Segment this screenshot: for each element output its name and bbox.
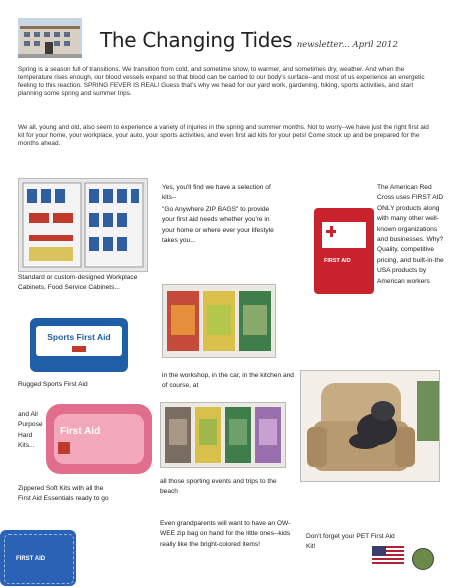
- zip-bags-text: "Go Anywhere ZIP BAGS" to provide your first aid needs whether you're in your home or where ever your lifestyle takes you...: [162, 206, 274, 245]
- intro-paragraph-2: We all, young and old, also seem to experience a variety of injuries in the spring and summer months. Not to worry--we have just the right first aid kit for your home, your workplace, your auto, your sports activities, and even first aid kits for your pets! Come stock up and be prepared for the months ahead.: [18, 124, 429, 147]
- bag-label: FIRST AID: [324, 258, 351, 264]
- workshop-text: in the workshop, in the car, in the kitchen and of course, at: [162, 372, 294, 390]
- sports-kit-photo: [30, 318, 128, 372]
- events-text: all those sporting events and trips to the beach: [160, 478, 277, 496]
- pet-kit-text: Don't forget your PET First Aid Kit!: [306, 533, 395, 551]
- zip-bags-photo: [162, 284, 276, 358]
- hard-kit-photo: [46, 404, 152, 474]
- page-title-row: [100, 28, 398, 52]
- sports-caption: Rugged Sports First Aid: [18, 381, 88, 388]
- soft-kits-caption-1: [18, 484, 118, 505]
- zip-bags-variety-photo: [160, 402, 286, 468]
- hard-kits-caption: and All Purpose Hard Kits...: [18, 411, 43, 450]
- seal-icon: [412, 548, 434, 570]
- red-cross-paragraph: The American Red Cross uses FIRST AID ONLY products along with many other well-known organizations and businesses. Why? Quality, competitive pricing, and built-in-the USA products by American workers: [377, 184, 444, 285]
- soft-kit-photo: [0, 530, 76, 586]
- intro-paragraph-1: Spring is a season full of transitions. We transition from cold, and sometime snow, to warmer, and sometimes dry, weather. And when the temperature rises enough, our blood vessels expand so that blood can be carried to our body's surface--and most of us experience an energetic feeling to this reaction. SPRING FEVER IS REAL! Guess that's why we head for our yard work, gardening, hiking, sports activities, and start planning some spring and summer trips.: [18, 66, 425, 97]
- american-flag-icon: [372, 546, 404, 566]
- workplace-cabinet-photo: [18, 178, 148, 272]
- kits-intro: Yes, you'll find we have a selection of kits--: [162, 184, 271, 202]
- pet-chair-photo: [300, 370, 440, 482]
- soft-kit-label: FIRST AID: [16, 556, 46, 562]
- page-subtitle: newsletter... April 2012: [296, 40, 398, 50]
- sports-kit-label: Sports First Aid: [47, 332, 111, 342]
- page-title: The Changing Tides: [100, 28, 293, 52]
- soft-kits-caption: Zippered Soft Kits with all the First Aid Essentials ready to go: [18, 485, 109, 503]
- grandparents-text: Even grandparents will want to have an OW-WEE zip bag on hand for the little ones--kids really like the bright-colored items!: [160, 520, 291, 548]
- building-logo: [18, 18, 82, 58]
- cabinets-caption: Standard or custom-designed Workplace Cabinets, Food Service Cabinets...: [18, 274, 138, 292]
- hard-kit-label: First Aid: [60, 426, 101, 437]
- red-cross-text: [309, 183, 449, 323]
